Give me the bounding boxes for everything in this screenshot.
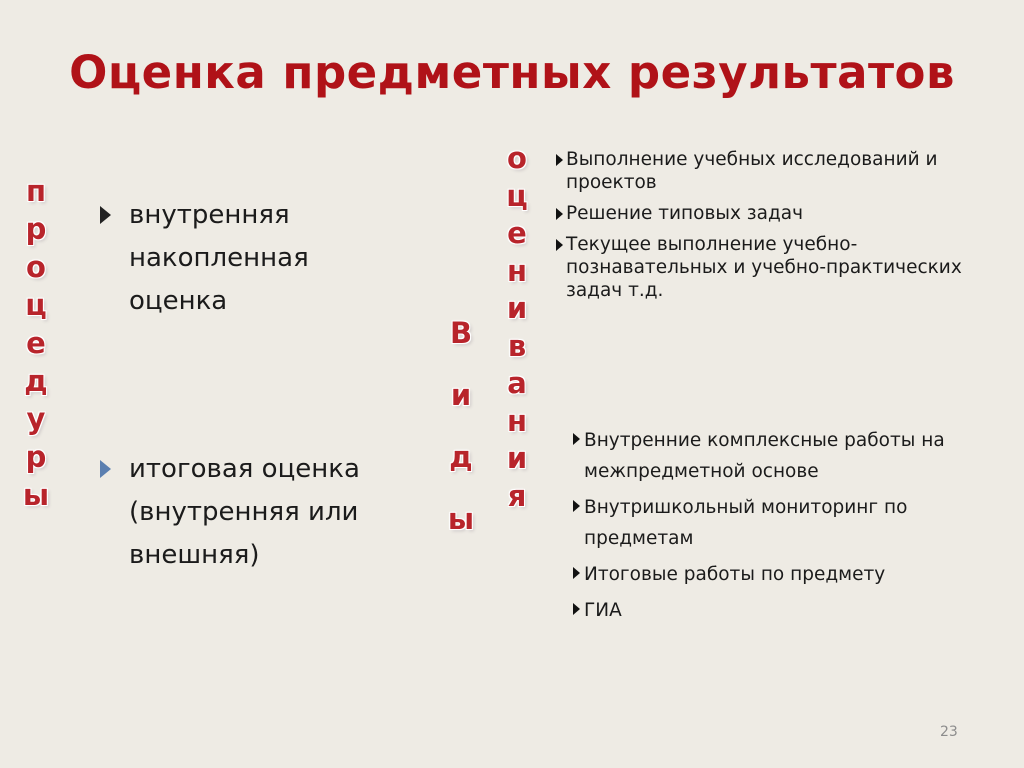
vertical-letter: я — [507, 478, 527, 513]
vertical-letter: ы — [447, 502, 475, 536]
vertical-letter: д — [449, 440, 473, 474]
vertical-letter: д — [24, 364, 48, 398]
vertical-letter: ц — [25, 288, 47, 322]
list-item-text: Внутренние комплексные работы на межпредметной основе — [584, 430, 945, 482]
triangle-bullet-icon — [100, 460, 111, 478]
page-number: 23 — [940, 724, 958, 740]
main-item-text: итоговая оценка (внутренняя или внешняя) — [129, 454, 360, 570]
list-item-text: Текущее выполнение учебно-познавательных и учебно-практических задач т.д. — [566, 234, 962, 301]
main-item-final — [100, 448, 410, 577]
list-final-evaluation — [573, 425, 993, 631]
slide-title: Оценка предметных результатов — [69, 46, 955, 99]
vertical-letter: о — [26, 250, 46, 284]
vertical-letter: о — [507, 141, 527, 175]
vertical-letter: н — [506, 253, 528, 288]
vertical-letter: В — [449, 316, 473, 350]
vertical-word-types — [441, 308, 481, 556]
triangle-bullet-icon — [573, 603, 580, 615]
triangle-bullet-icon — [573, 567, 580, 579]
vertical-letter: е — [26, 326, 46, 360]
list-item-text: Решение типовых задач — [566, 203, 804, 224]
list-item — [556, 148, 976, 194]
list-item — [556, 233, 976, 302]
list-item — [573, 492, 993, 554]
vertical-letter: е — [507, 216, 527, 250]
list-item-text: ГИА — [584, 600, 622, 621]
list-item — [556, 202, 976, 225]
triangle-bullet-icon — [556, 239, 563, 251]
vertical-letter: и — [506, 291, 528, 325]
vertical-letter: и — [450, 378, 472, 412]
triangle-bullet-icon — [556, 154, 563, 166]
vertical-letter: ы — [22, 478, 50, 512]
triangle-bullet-icon — [573, 500, 580, 512]
list-current-evaluation — [556, 148, 976, 310]
list-item-text: Итоговые работы по предмету — [584, 564, 886, 585]
vertical-letter: н — [506, 403, 528, 438]
triangle-bullet-icon — [556, 208, 563, 220]
vertical-letter: у — [26, 402, 46, 436]
vertical-letter: в — [507, 328, 527, 363]
vertical-letter: ц — [506, 178, 528, 213]
list-item-text: Внутришкольный мониторинг по предметам — [584, 497, 908, 549]
list-item-text: Выполнение учебных исследований и проектов — [566, 149, 938, 193]
vertical-letter: р — [25, 440, 47, 474]
vertical-letter: и — [506, 441, 528, 475]
triangle-bullet-icon — [573, 433, 580, 445]
list-item — [573, 559, 993, 590]
list-item — [573, 425, 993, 487]
list-item — [573, 595, 993, 626]
main-item-internal — [100, 194, 410, 323]
vertical-letter: а — [507, 366, 527, 400]
vertical-word-evaluation — [497, 140, 537, 515]
vertical-word-procedures — [16, 172, 56, 514]
vertical-letter: п — [25, 174, 47, 208]
triangle-bullet-icon — [100, 206, 111, 224]
vertical-letter: р — [25, 212, 47, 246]
main-item-text: внутренняя накопленная оценка — [129, 200, 309, 316]
